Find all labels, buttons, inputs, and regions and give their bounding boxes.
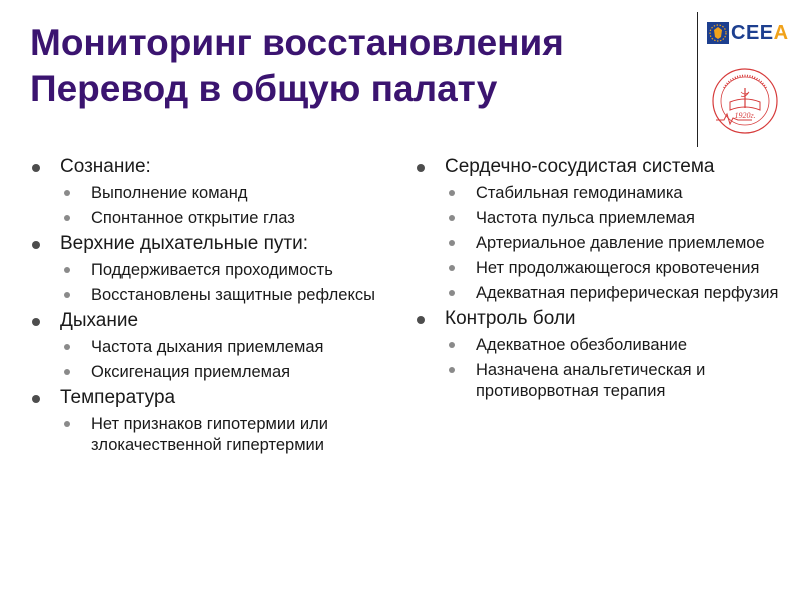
- vertical-divider: [697, 12, 698, 147]
- ceea-text-main: CEE: [731, 21, 774, 44]
- bullet-upper-airway: Верхние дыхательные пути:: [30, 232, 390, 256]
- sub-bullet: Выполнение команд: [30, 183, 390, 204]
- sub-bullet: Частота пульса приемлемая: [415, 208, 780, 229]
- university-seal-icon: [710, 66, 780, 136]
- right-column: [415, 152, 780, 404]
- sub-bullet: Стабильная гемодинамика: [415, 183, 780, 204]
- sub-bullet: Нет признаков гипотермии или злокачественной гипертермии: [30, 414, 390, 456]
- sub-bullet: Спонтанное открытие глаз: [30, 208, 390, 229]
- bullet-breathing: Дыхание: [30, 309, 390, 333]
- ceea-emblem-icon: [707, 22, 729, 44]
- sub-bullet: Адекватная периферическая перфузия: [415, 283, 780, 304]
- ceea-logo: [707, 20, 793, 46]
- sub-bullet: Частота дыхания приемлемая: [30, 337, 390, 358]
- sub-bullet: Восстановлены защитные рефлексы: [30, 285, 390, 306]
- sub-bullet: Оксигенация приемлемая: [30, 362, 390, 383]
- title-line-2: Перевод в общую палату: [30, 68, 498, 109]
- title-line-1: Мониторинг восстановления: [30, 22, 564, 63]
- ceea-logo-text: [731, 22, 789, 45]
- bullet-cardiovascular: Сердечно-сосудистая система: [415, 155, 780, 179]
- sub-bullet: Артериальное давление приемлемое: [415, 233, 780, 254]
- slide-title: [30, 20, 680, 112]
- sub-bullet: Поддерживается проходимость: [30, 260, 390, 281]
- ceea-text-last: A: [773, 21, 789, 44]
- sub-bullet: Назначена анальгетическая и противорвотная терапия: [415, 360, 780, 402]
- bullet-pain-control: Контроль боли: [415, 307, 780, 331]
- sub-bullet: Адекватное обезболивание: [415, 335, 780, 356]
- sub-bullet: Нет продолжающегося кровотечения: [415, 258, 780, 279]
- bullet-temperature: Температура: [30, 386, 390, 410]
- bullet-consciousness: Сознание:: [30, 155, 390, 179]
- seal-year: 1920г.: [734, 111, 756, 120]
- left-column: [30, 152, 390, 458]
